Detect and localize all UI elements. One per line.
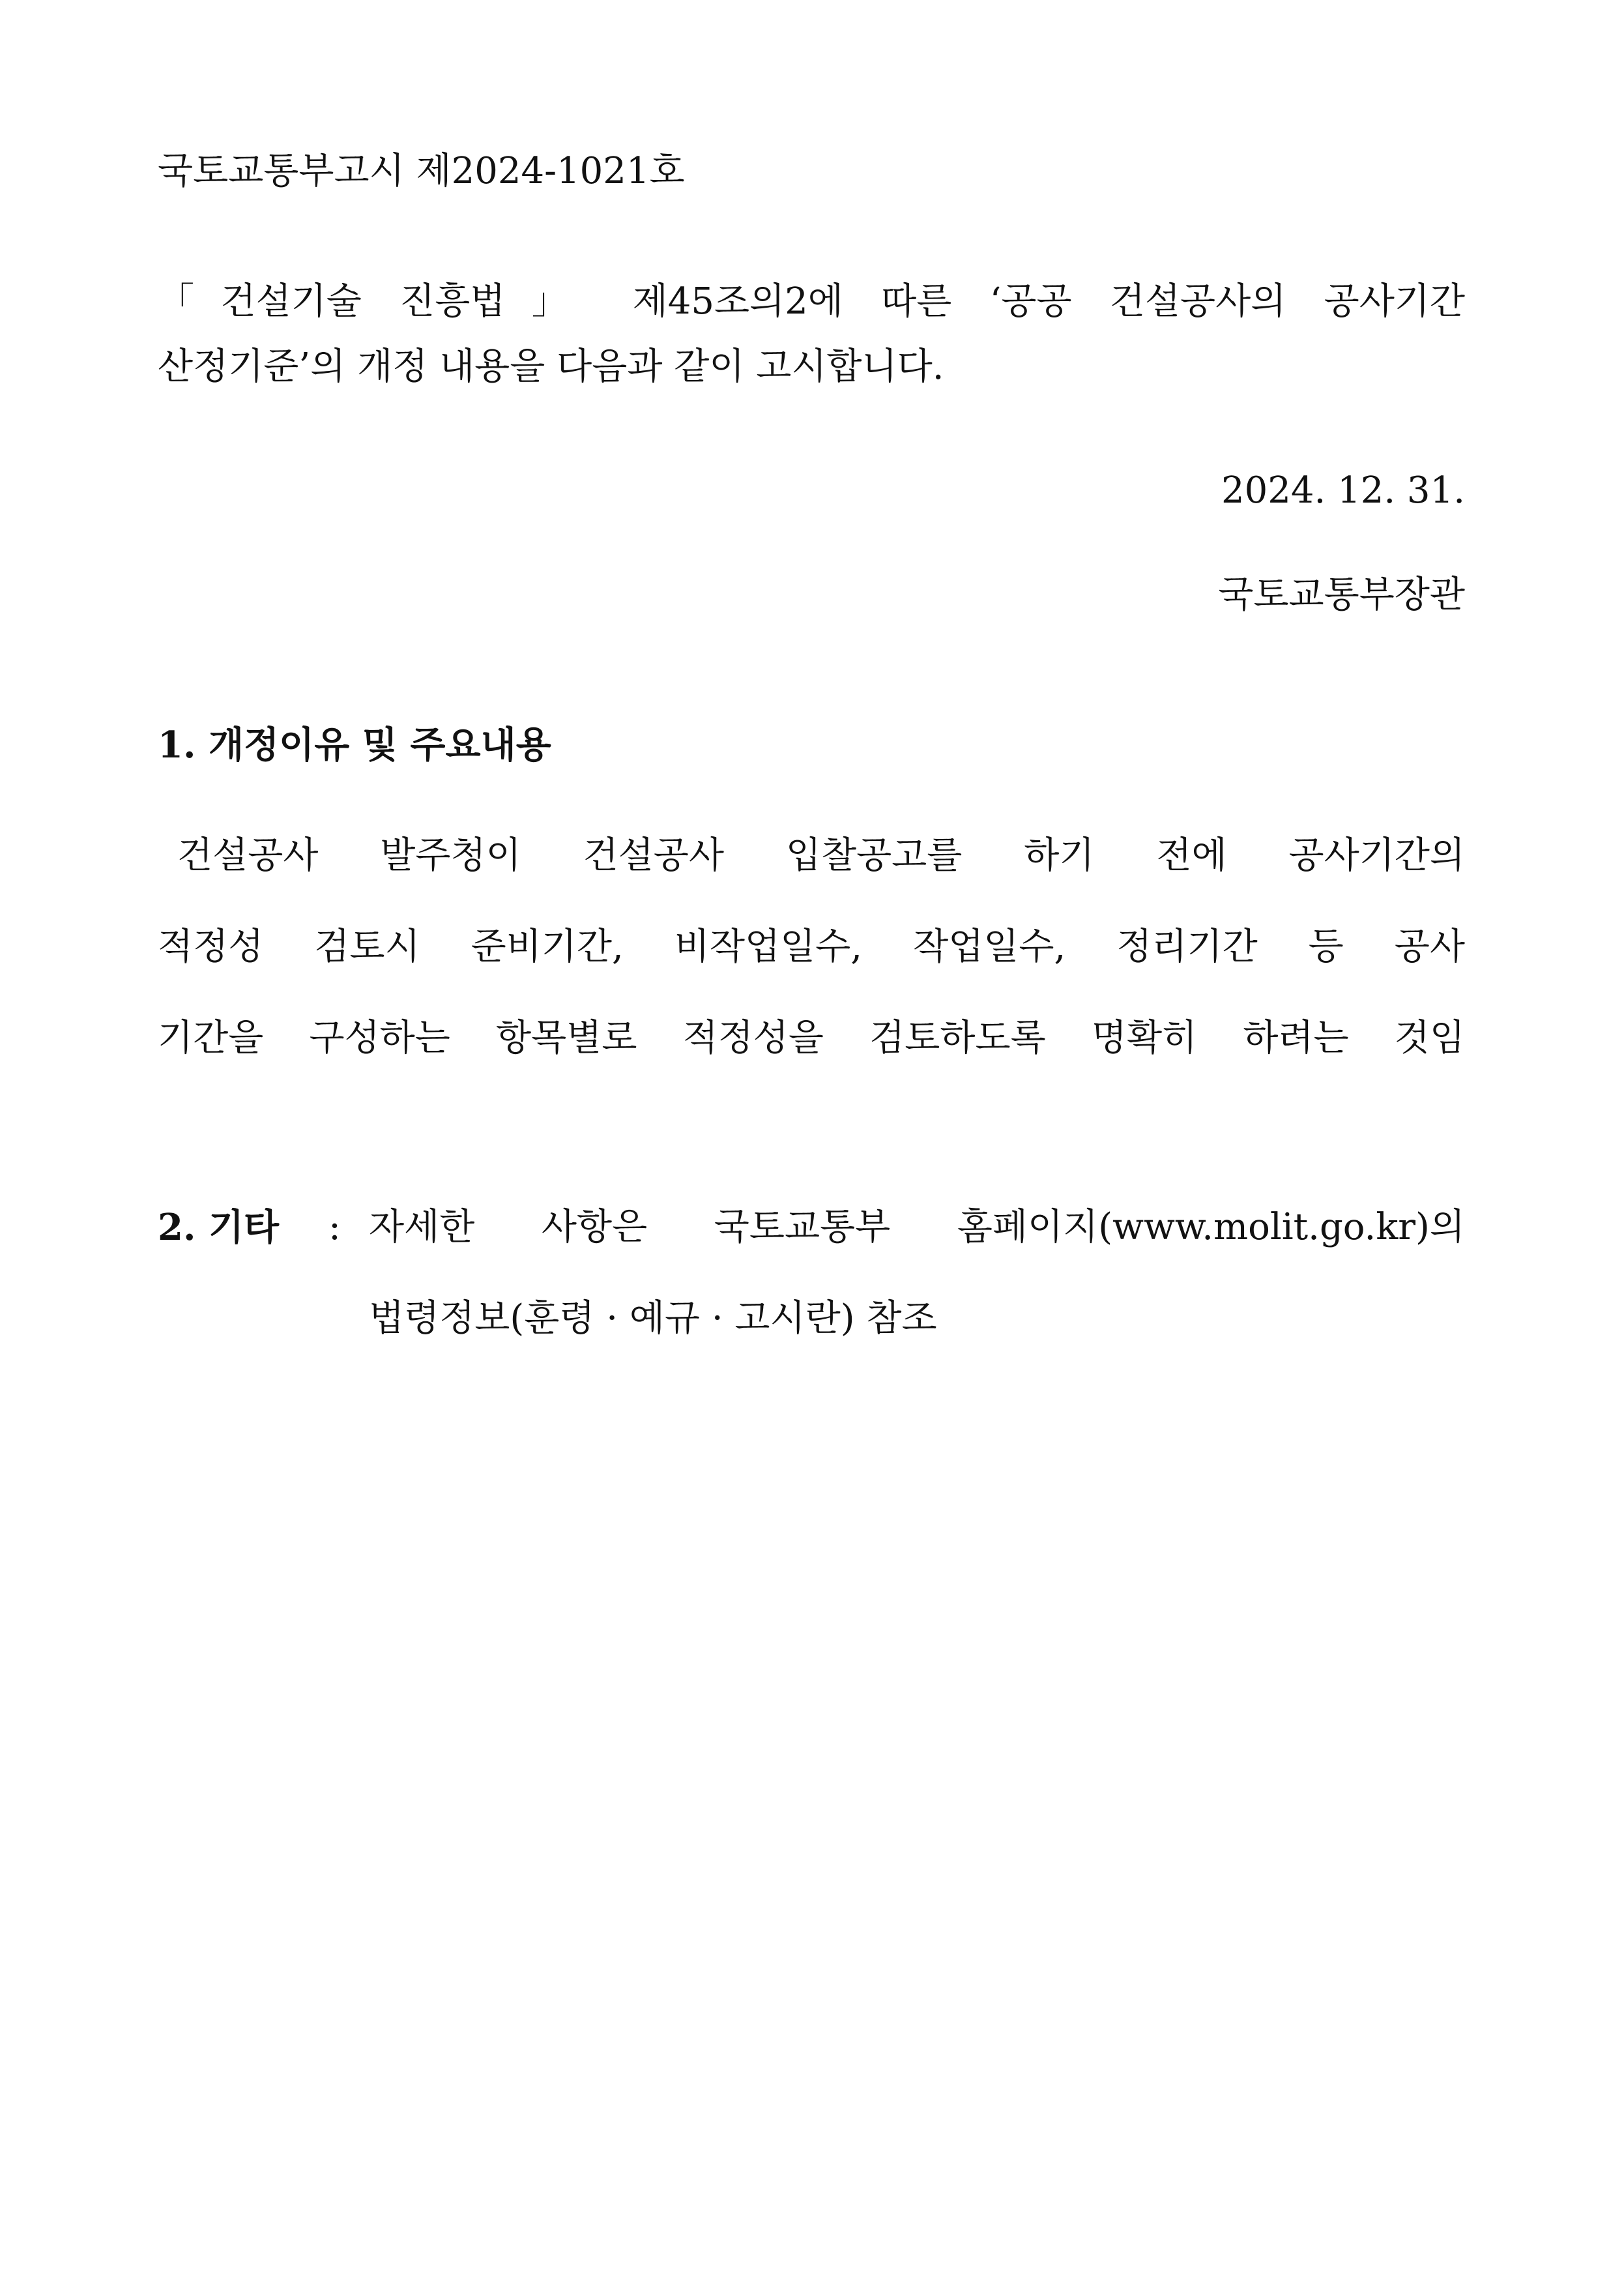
section-1-line-1: 건설공사 발주청이 건설공사 입찰공고를 하기 전에 공사기간의 [177,834,1465,877]
section-1-line-2: 적정성 검토시 준비기간, 비작업일수, 작업일수, 정리기간 등 공사 [158,926,1465,968]
section-2-line-2: 법령정보(훈령 · 예규 · 고시란) 참조 [369,1297,937,1340]
section-2-colon: : [328,1206,341,1248]
section-1-heading: 1. 개정이유 및 주요내용 [158,724,551,767]
notice-number: 국토교통부고시 제2024-1021호 [158,150,685,192]
section-2-line-1: 자세한 사항은 국토교통부 홈페이지(www.molit.go.kr)의 [369,1206,1465,1248]
section-1-line-3: 기간을 구성하는 항목별로 적정성을 검토하도록 명확히 하려는 것임 [158,1017,1465,1059]
issuer: 국토교통부장관 [1218,574,1465,616]
notice-date: 2024. 12. 31. [1221,469,1465,512]
intro-line-1: 「건설기술 진흥법」 제45조의2에 따른 ‘공공 건설공사의 공사기간 [158,280,1465,323]
section-2-label: 2. 기타 [158,1206,280,1249]
intro-line-2: 산정기준’의 개정 내용을 다음과 같이 고시합니다. [158,345,944,388]
